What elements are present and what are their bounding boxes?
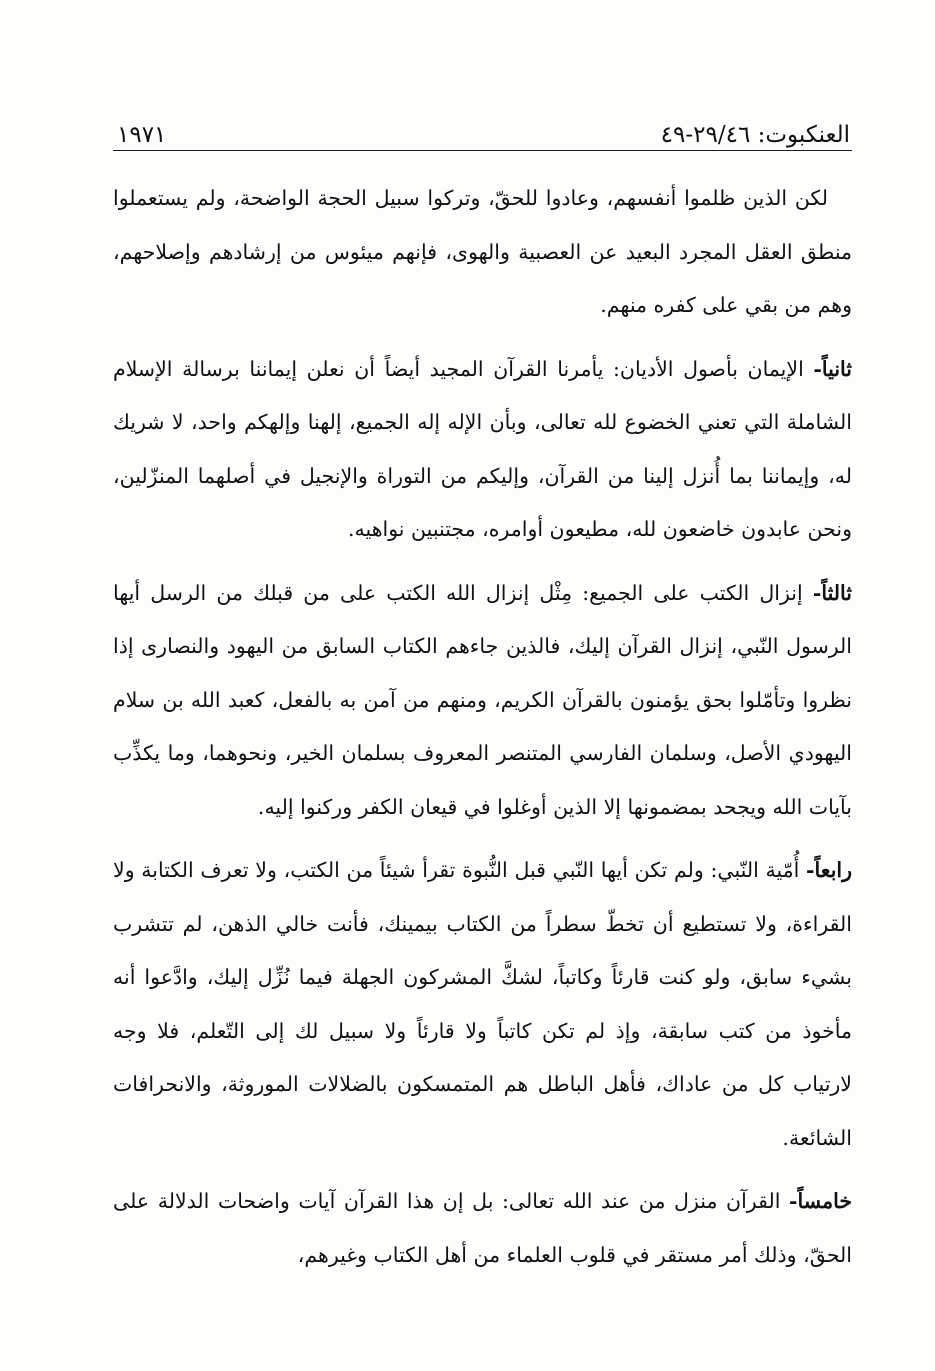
paragraph-fourth	[113, 844, 852, 1165]
paragraph-second	[113, 343, 852, 557]
header-rule	[113, 150, 852, 151]
paragraph-text: القرآن منزل من عند الله تعالى: بل إن هذا القرآن آيات واضحات الدلالة على الحقّ، وذلك أمر مستقر في قلوب العلماء من أهل الكتاب وغيرهم،	[113, 1189, 852, 1267]
paragraph-text: إنزال الكتب على الجميع: مِثْل إنزال الله الكتب على من قبلك من الرسل أيها الرسول النّبي، إنزال القرآن إليك، فالذين جاءهم الكتاب السابق من اليهود والنصارى إذا نظروا وتأمّلوا بحق يؤمنون بالقرآن الكريم، ومنهم من آمن به بالفعل، كعبد الله بن سلام اليهودي الأصل، وسلمان الفارسي المتنصر المعروف بسلمان الخير، ونحوهما، وما يكذِّب بآيات الله ويجحد بمضمونها إلا الذين أوغلوا في قيعان الكفر وركنوا إليه.	[113, 580, 852, 819]
paragraph-lead: ثالثاً-	[812, 580, 852, 605]
paragraph-lead: خامساً-	[789, 1189, 852, 1213]
paragraph-lead: رابعاً-	[806, 858, 852, 882]
paragraph-third	[113, 567, 852, 835]
page-number: ١٩٧١	[117, 122, 167, 148]
running-head	[117, 112, 850, 148]
paragraph-text: أُمّية النّبي: ولم تكن أيها النّبي قبل النُّبوة تقرأ شيئاً من الكتب، ولا تعرف الكتابة ولا القراءة، ولا تستطيع أن تخطّ سطراً من الكتاب بيمينك، فأنت خالي الذهن، لم تتشرب بشيء سابق، ولو كنت قارئاً وكاتباً، لشكَّ المشركون الجهلة فيما نُزِّل إليك، وادَّعوا أنه مأخوذ من كتب سابقة، وإذ لم تكن كاتباً ولا قارئاً ولا سبيل لك إلى التّعلم، فلا وجه لارتياب كل من عاداك، فأهل الباطل هم المتمسكون بالضلالات الموروثة، والانحرافات الشائعة.	[113, 858, 852, 1150]
paragraph-text: لكن الذين ظلموا أنفسهم، وعادوا للحقّ، وتركوا سبيل الحجة الواضحة، ولم يستعملوا منطق العقل المجرد البعيد عن العصبية والهوى، فإنهم ميئوس من إرشادهم وإصلاحهم، وهم من بقي على كفره منهم.	[113, 186, 852, 317]
paragraph-intro	[113, 172, 852, 333]
surah-reference: العنكبوت: ٢٩/٤٦-٤٩	[660, 122, 850, 148]
paragraph-text: الإيمان بأصول الأديان: يأمرنا القرآن المجيد أيضاً أن نعلن إيماننا برسالة الإسلام الشاملة التي تعني الخضوع لله تعالى، وبأن الإله إله الجميع، إلهنا وإلهكم واحد، لا شريك له، وإيماننا بما أُنزل إلينا من القرآن، وإليكم من التوراة والإنجيل في أصلهما المنزّلين، ونحن عابدون خاضعون لله، مطيعون أوامره، مجتنبين نواهيه.	[113, 356, 852, 541]
paragraph-fifth	[113, 1175, 852, 1282]
paragraph-lead: ثانياً-	[813, 356, 852, 381]
body-text	[113, 172, 852, 1292]
